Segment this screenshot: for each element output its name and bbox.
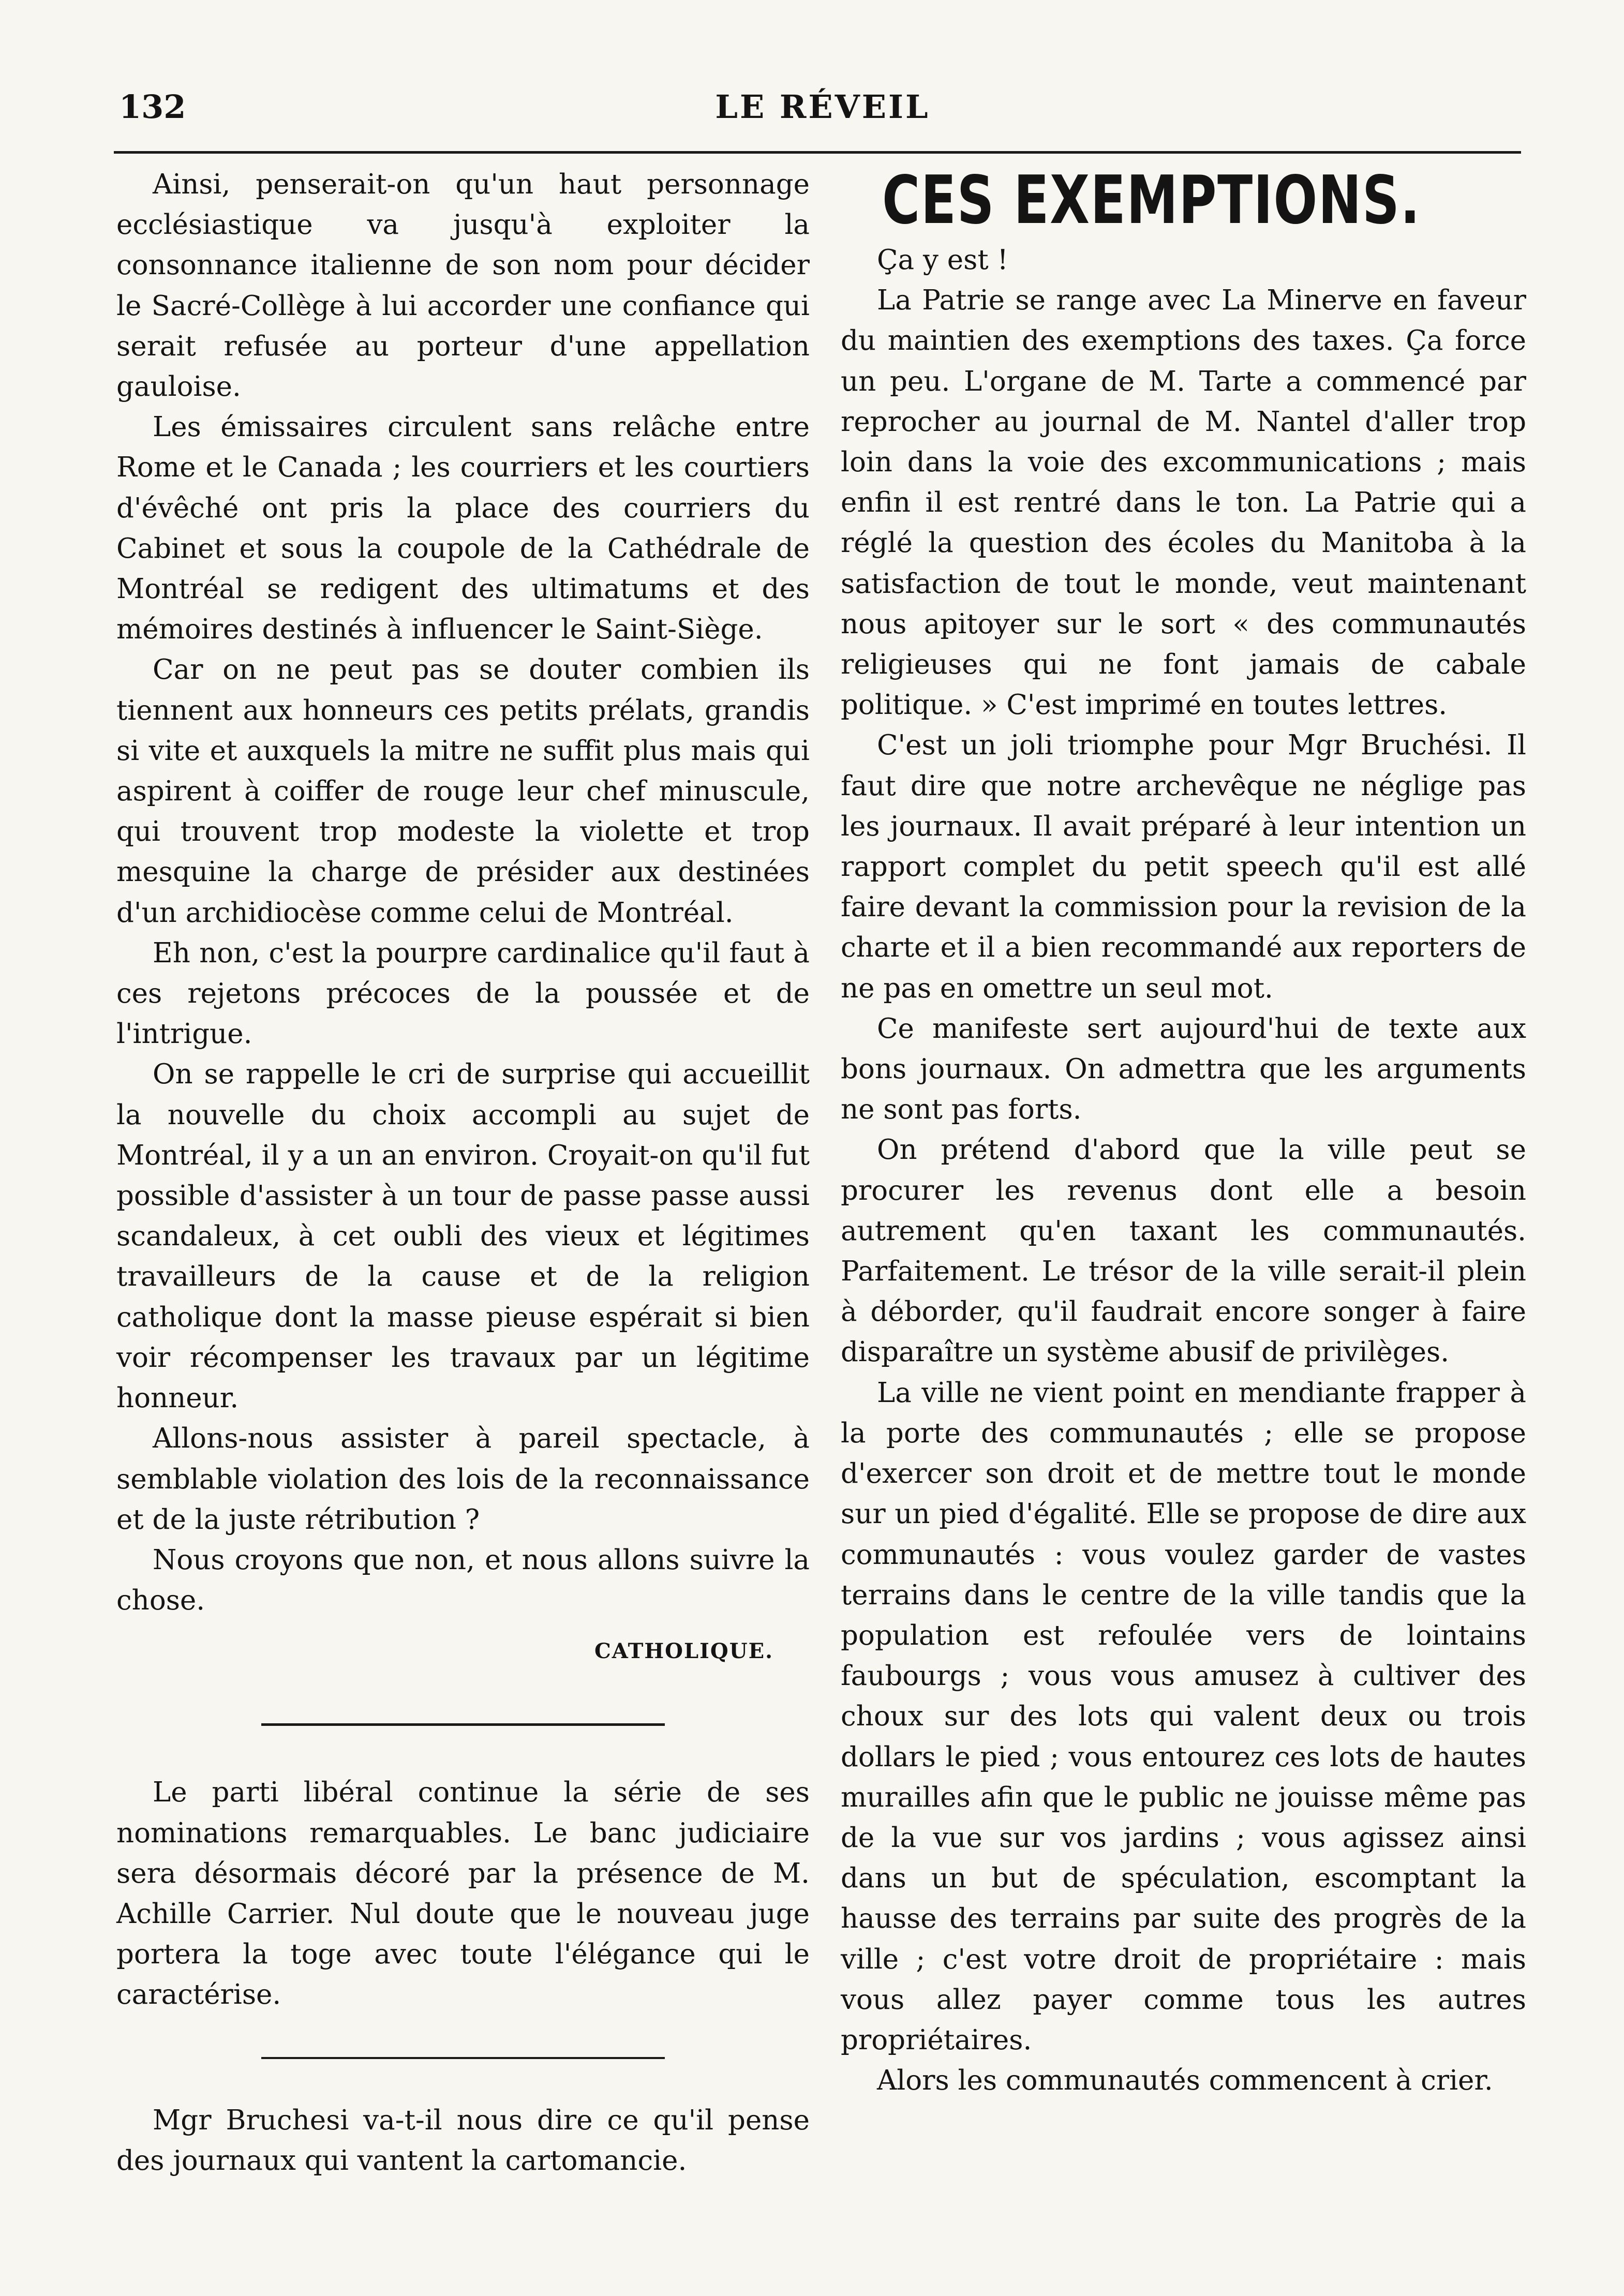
section-divider bbox=[261, 1723, 665, 1726]
left-paragraph-3: Car on ne peut pas se douter combien ils tiennent aux honneurs ces petits prélats, grandis si vite et auxquels la mitre ne suffit plus mais qui aspirent à coiffer de rouge leur chef minuscule, qui trouvent trop modeste la violette et trop mesquine la charge de présider aux destinées d'un archidiocèse comme celui de Montréal. bbox=[116, 654, 810, 929]
right-paragraph-2: C'est un joli triomphe pour Mgr Bruchési. Il faut dire que notre archevêque ne néglige pas les journaux. Il avait préparé à leur intention un rapport complet du petit speech qu'il est allé faire devant la commission pour la revision de la charte et il a bien recommandé aux reporters de ne pas en omettre un seul mot. bbox=[841, 729, 1526, 1004]
left-paragraph-1: Ainsi, penserait-on qu'un haut personnage ecclésiastique va jusqu'à exploiter la consonnance italienne de son nom pour décider le Sacré-Collège à lui accorder une confiance qui serait refusée au porteur d'une appellation gauloise. bbox=[116, 169, 810, 403]
right-paragraph-6: Alors les communautés commencent à crier. bbox=[877, 2065, 1493, 2097]
page-number: 132 bbox=[119, 88, 186, 126]
article-opening: Ça y est ! bbox=[877, 244, 1008, 276]
left-paragraph-7: Nous croyons que non, et nous allons suivre la chose. bbox=[116, 1544, 810, 1617]
left-paragraph-5: On se rappelle le cri de surprise qui accueillit la nouvelle du choix accompli au sujet de Montréal, il y a un an environ. Croyait-on qu'il fut possible d'assister à un tour de passe passe aussi scandaleux, à cet oubli des vieux et légitimes travailleurs de la cause et de la religion catholique dont la masse pieuse espérait si bien voir récompenser les travaux par un légitime honneur. bbox=[116, 1058, 810, 1414]
left-column bbox=[116, 165, 810, 2181]
article-headline: CES EXEMPTIONS. bbox=[882, 162, 1421, 239]
left-paragraph-6: Allons-nous assister à pareil spectacle, à semblable violation des lois de la reconnaissance et de la juste rétribution ? bbox=[116, 1423, 810, 1535]
section-divider bbox=[261, 2057, 665, 2059]
right-paragraph-4: On prétend d'abord que la ville peut se procurer les revenus dont elle a besoin autrement qu'en taxant les communautés. Parfaitement. Le trésor de la ville serait-il plein à déborder, qu'il faudrait encore songer à faire disparaître un système abusif de privilèges. bbox=[841, 1134, 1526, 1368]
left-paragraph-2: Les émissaires circulent sans relâche entre Rome et le Canada ; les courriers et les courtiers d'évêché ont pris la place des courriers du Cabinet et sous la coupole de la Cathédrale de Montréal se redigent des ultimatums et des mémoires destinés à influencer le Saint-Siège. bbox=[116, 411, 810, 646]
note-bruchesi: Mgr Bruchesi va-t-il nous dire ce qu'il pense des journaux qui vantent la cartomancie. bbox=[116, 2104, 810, 2176]
right-column bbox=[841, 162, 1526, 2101]
header-rule bbox=[114, 151, 1521, 154]
note-liberal-party: Le parti libéral continue la série de ses nominations remarquables. Le banc judiciaire sera désormais décoré par la présence de M. Achille Carrier. Nul doute que le nouveau juge portera la toge avec toute l'élégance qui le caractérise. bbox=[116, 1777, 810, 2011]
right-paragraph-5: La ville ne vient point en mendiante frapper à la porte des communautés ; elle se propose d'exercer son droit et de mettre tout le monde sur un pied d'égalité. Elle se propose de dire aux communautés : vous voulez garder de vastes terrains dans le centre de la ville tandis que la population est refoulée vers de lointains faubourgs ; vous vous amusez à cultiver des choux sur des lots qui valent deux ou trois dollars le pied ; vous entourez ces lots de hautes murailles afin que le public ne jouisse même pas de la vue sur vos jardins ; vous agissez ainsi dans un but de spéculation, escomptant la hausse des terrains par suite des progrès de la ville ; c'est votre droit de propriétaire : mais vous allez payer comme tous les autres propriétaires. bbox=[841, 1377, 1526, 2056]
left-paragraph-4: Eh non, c'est la pourpre cardinalice qu'il faut à ces rejetons précoces de la poussée et de l'intrigue. bbox=[116, 937, 810, 1050]
journal-title: LE RÉVEIL bbox=[715, 88, 930, 126]
article-signature: CATHOLIQUE. bbox=[594, 1639, 773, 1664]
page-header bbox=[114, 88, 1531, 145]
right-paragraph-3: Ce manifeste sert aujourd'hui de texte aux bons journaux. On admettra que les arguments ne sont pas forts. bbox=[841, 1012, 1526, 1126]
right-paragraph-1: La Patrie se range avec La Minerve en faveur du maintien des exemptions des taxes. Ça force un peu. L'organe de M. Tarte a commencé par reprocher au journal de M. Nantel d'aller trop loin dans la voie des excommunications ; mais enfin il est rentré dans le ton. La Patrie qui a réglé la question des écoles du Manitoba à la satisfaction de tout le monde, veut maintenant nous apitoyer sur le sort « des communautés religieuses qui ne font jamais de cabale politique. » C'est imprimé en toutes lettres. bbox=[841, 285, 1526, 721]
